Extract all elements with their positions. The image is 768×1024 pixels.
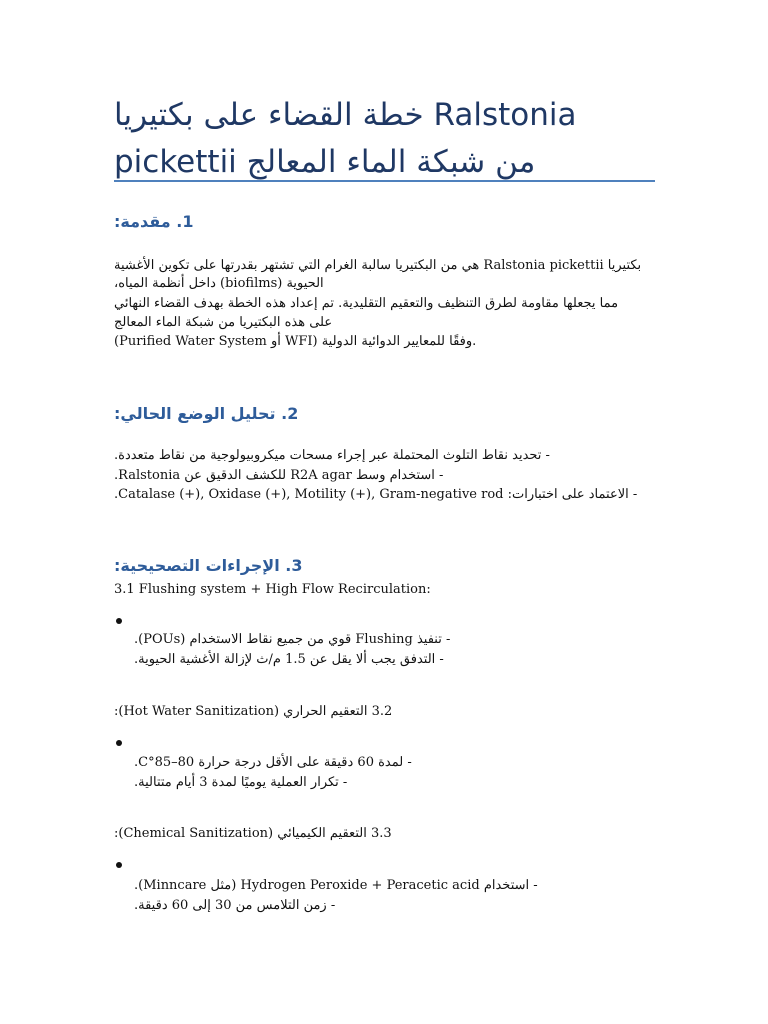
- analysis-line: - استخدام وسط R2A agar للكشف الدقيق عن Ralstonia.: [114, 468, 444, 483]
- analysis-line: - الاعتماد على اختبارات: Catalase (+), Oxidase (+), Motility (+), Gram-negative rod.: [114, 487, 638, 502]
- hot-water-item: - لمدة 60 دقيقة على الأقل درجة حرارة 80–85°C.: [134, 755, 412, 770]
- subsection-label-chemical: 3.3 التعقيم الكيميائي (Chemical Sanitization):: [114, 826, 392, 841]
- section-heading-analysis: 2. تحليل الوضع الحالي:: [114, 404, 299, 423]
- title-line-1: خطة القضاء على بكتيريا Ralstonia: [114, 97, 577, 133]
- flushing-item: - التدفق يجب ألا يقل عن 1.5 م/ث لإزالة الأغشية الحيوية.: [134, 652, 444, 667]
- title-underline: [114, 180, 655, 182]
- intro-line: بكتيريا Ralstonia pickettii هي من البكتيريا سالبة الغرام التي تشتهر بقدرتها على تكوين الأغشية: [114, 258, 642, 273]
- subsection-label-flushing: 3.1 Flushing system + High Flow Recirculation:: [114, 582, 431, 597]
- chemical-item: - استخدام Hydrogen Peroxide + Peracetic acid (مثل Minncare).: [134, 878, 538, 893]
- section-heading-corrective: 3. الإجراءات التصحيحية:: [114, 556, 303, 575]
- subsection-label-hot-water: 3.2 التعقيم الحراري (Hot Water Sanitization):: [114, 704, 393, 719]
- intro-line: مما يجعلها مقاومة لطرق التنظيف والتعقيم التقليدية. تم إعداد هذه الخطة بهدف القضاء النهائي: [114, 296, 619, 311]
- title-line-2: pickettii من شبكة الماء المعالج: [114, 144, 536, 180]
- chemical-item: - زمن التلامس من 30 إلى 60 دقيقة.: [134, 898, 336, 913]
- analysis-line: - تحديد نقاط التلوث المحتملة عبر إجراء مسحات ميكروبيولوجية من نقاط متعددة.: [114, 448, 550, 463]
- section-heading-intro: 1. مقدمة:: [114, 212, 194, 231]
- document-title: [114, 92, 674, 186]
- intro-line: (Purified Water System أو WFI) وفقًا للمعايير الدوائية الدولية.: [114, 334, 477, 349]
- intro-line: على هذه البكتيريا من شبكة الماء المعالج: [114, 315, 333, 330]
- bullet-dot: [116, 740, 122, 746]
- bullet-dot: [116, 862, 122, 868]
- hot-water-item: - تكرار العملية يوميًا لمدة 3 أيام متتالية.: [134, 775, 348, 790]
- flushing-item: - تنفيذ Flushing قوي من جميع نقاط الاستخدام (POUs).: [134, 632, 451, 647]
- bullet-dot: [116, 618, 122, 624]
- intro-line: الحيوية (biofilms) داخل أنظمة المياه،: [114, 276, 324, 291]
